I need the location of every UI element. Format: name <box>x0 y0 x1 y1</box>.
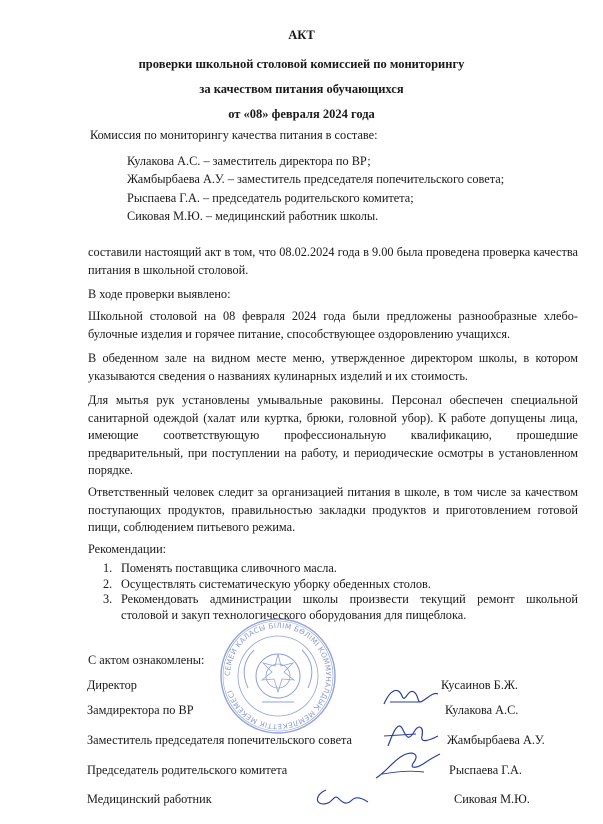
act-statement-paragraph: составили настоящий акт в том, что 08.02.2024 года в 9.00 была проведена проверка качества питания в школьной столовой. <box>88 245 578 277</box>
handwritten-signature-director <box>380 682 440 712</box>
recommendations-list <box>103 561 578 623</box>
signature-name: Жамбырбаева А.У. <box>447 733 545 747</box>
act-subtitle-line2: за качеством питания обучающихся <box>199 82 404 96</box>
finding-paragraph-3: Для мытья рук установлены умывальные раковины. Персонал обеспечен специальной санитарной одеждой (халат или куртка, брюки, головной убор). К работе допущены лица, имеющие соответствующую профессиональную квалификацию, прошедшие предварительный, при поступлении на работу, и периодические осмотры в установленном порядке. <box>88 393 578 477</box>
recommendation-item <box>103 592 578 623</box>
signature-name: Сиковая М.Ю. <box>454 792 530 806</box>
signature-position: Директор <box>87 678 137 692</box>
recommendation-number: 3. <box>103 592 113 606</box>
acquainted-heading: С актом ознакомлены: <box>88 653 205 667</box>
signature-row-trustee-deputy <box>87 733 547 749</box>
recommendation-item <box>103 577 578 593</box>
signature-position: Медицинский работник <box>87 792 212 806</box>
signature-name: Кулакова А.С. <box>445 703 519 717</box>
member-item: Сиковая М.Ю. – медицинский работник школы. <box>127 208 379 223</box>
signature-row-deputy-director <box>87 703 547 719</box>
handwritten-signature-parent-committee <box>372 748 442 782</box>
recommendation-text: Осуществлять систематическую уборку обеденных столов. <box>121 576 431 591</box>
finding-paragraph-4: Ответственный человек следит за организацией питания в школе, в том числе за качеством поступающих продуктов, правильностью закладки продуктов и приготовлением готовой пищи, соблюдением питьевого режима. <box>88 485 578 534</box>
commission-members-list <box>127 152 504 225</box>
recommendation-item <box>103 561 578 577</box>
signature-position: Председатель родительского комитета <box>87 763 288 777</box>
signature-row-director <box>87 678 547 694</box>
recommendation-text: Рекомендовать администрации школы произвести текущий ремонт школьной столовой и закуп технологического оборудования для пищеблока. <box>121 592 578 622</box>
signature-name: Рыспаева Г.А. <box>449 763 522 777</box>
member-item: Жамбырбаева А.У. – заместитель председателя попечительского совета; <box>127 172 505 187</box>
signature-position: Замдиректора по ВР <box>87 703 194 717</box>
finding-paragraph-1: Школьной столовой на 08 февраля 2024 года были предложены разнообразные хлебо-булочные изделия и горячее питание, способствующее оздоровлению учащихся. <box>88 309 578 341</box>
findings-heading: В ходе проверки выявлено: <box>88 287 231 301</box>
member-item: Кулакова А.С. – заместитель директора по ВР; <box>127 154 371 168</box>
act-title: АКТ <box>288 28 315 42</box>
recommendation-text: Поменять поставщика сливочного масла. <box>121 561 337 575</box>
recommendations-heading: Рекомендации: <box>88 542 167 556</box>
signature-row-parent-committee <box>87 763 547 779</box>
finding-paragraph-2: В обеденном зале на видном месте меню, утвержденное директором школы, в котором указываются сведения о названиях кулинарных изделий и их стоимость. <box>88 351 578 383</box>
handwritten-signature-deputy <box>382 718 442 750</box>
member-item: Рыспаева Г.А. – председатель родительского комитета; <box>127 190 414 205</box>
signature-name: Кусаинов Б.Ж. <box>441 678 518 692</box>
signature-position: Заместитель председателя попечительского совета <box>87 733 353 747</box>
recommendation-number: 2. <box>103 576 113 591</box>
act-subtitle-line1: проверки школьной столовой комиссией по мониторингу <box>138 57 465 71</box>
handwritten-signature-medical <box>312 786 372 810</box>
commission-intro: Комиссия по мониторингу качества питания в составе: <box>90 128 378 142</box>
act-date: от «08» февраля 2024 года <box>228 107 375 121</box>
svg-text:СЕМЕЙ КАЛАСЫ БІЛІМ БӨЛІМІ КОММ: СЕМЕЙ КАЛАСЫ БІЛІМ БӨЛІМІ КОММУНАЛДЫҚ МЕМЛЕКЕТТІК МЕКЕМЕСІ <box>222 620 334 732</box>
recommendation-number: 1. <box>103 561 113 575</box>
